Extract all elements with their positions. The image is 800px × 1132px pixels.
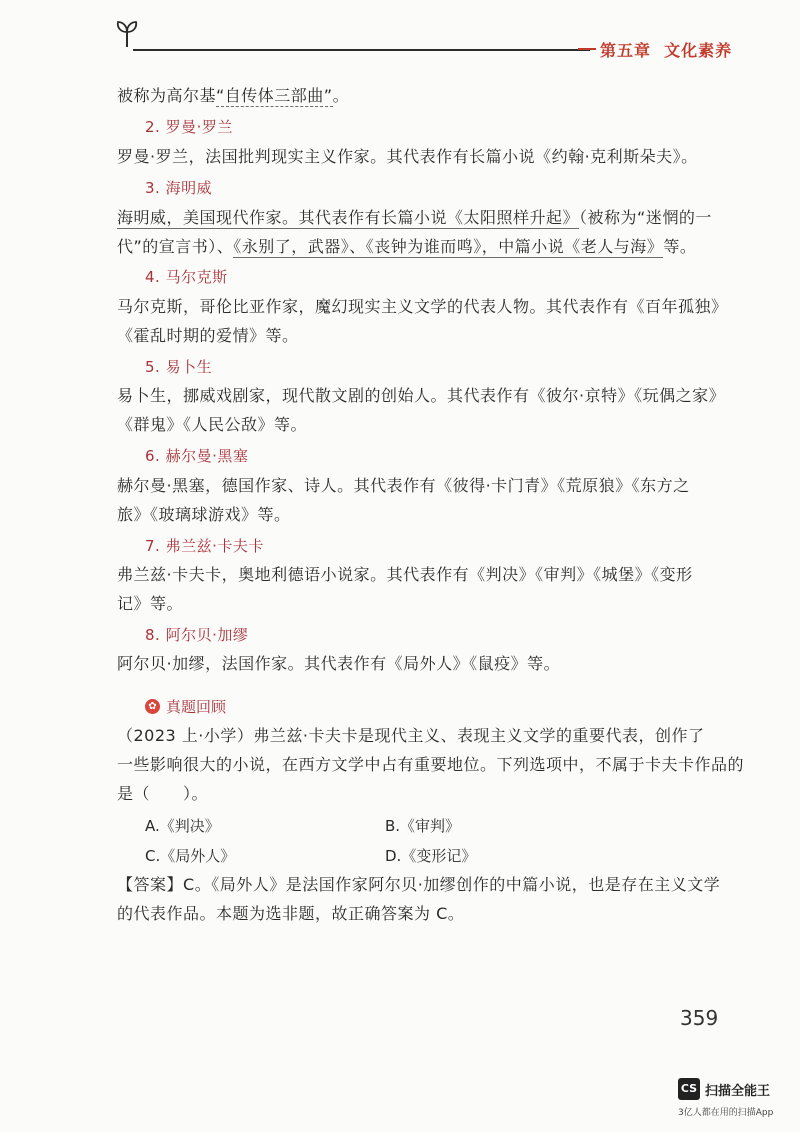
header-rule xyxy=(133,49,590,51)
chapter-header xyxy=(600,38,732,61)
question-line: （2023 上·小学）弗兰兹·卡夫卡是现代主义、表现主义文学的重要代表，创作了 xyxy=(117,726,705,745)
scanner-tagline: 3亿人都在用的扫描App xyxy=(678,1108,774,1118)
section-body: 《霍乱时期的爱情》等。 xyxy=(117,326,299,345)
section-body xyxy=(117,237,696,257)
body-part: （被称为“迷惘的一 xyxy=(579,208,712,227)
option-d: D.《变形记》 xyxy=(385,847,477,865)
flower-icon: ✿ xyxy=(145,699,160,714)
section-heading: 5. 易卜生 xyxy=(145,358,213,376)
intro-prefix: 被称为高尔基 xyxy=(117,86,217,105)
scanner-watermark xyxy=(678,1078,770,1100)
section-body: 《群鬼》《人民公敌》等。 xyxy=(117,415,308,434)
section-body xyxy=(117,208,712,228)
section-heading: 4. 马尔克斯 xyxy=(145,268,228,286)
body-part: 其代表作有长篇小说《太阳照样升起》 xyxy=(298,208,580,227)
question-line: 是（ ）。 xyxy=(117,784,209,803)
intro-quoted: “自传体三部曲” xyxy=(216,86,333,105)
scanner-logo: CS xyxy=(678,1078,700,1100)
section-body: 赫尔曼·黑塞，德国作家、诗人。其代表作有《彼得·卡门青》《荒原狼》《东方之 xyxy=(117,476,690,495)
scanner-name: 扫描全能王 xyxy=(705,1083,771,1099)
question-line: 一些影响很大的小说，在西方文学中占有重要地位。下列选项中，不属于卡夫卡作品的 xyxy=(117,755,745,774)
body-part: 海明威，美国现代作家。 xyxy=(117,208,299,227)
review-heading xyxy=(145,696,226,717)
sprout-icon xyxy=(116,18,138,48)
option-c: C.《局外人》 xyxy=(145,847,236,865)
body-part: 代”的宣言书）、 xyxy=(117,237,234,256)
section-body: 旅》《玻璃球游戏》等。 xyxy=(117,505,291,524)
option-a: A.《判决》 xyxy=(145,817,220,835)
page-number: 359 xyxy=(680,1006,719,1030)
section-body: 记》等。 xyxy=(117,594,184,613)
answer-label: 【答案】 xyxy=(117,875,184,894)
body-part: 《永别了，武器》、《丧钟为谁而鸣》，中篇小说《老人与海》 xyxy=(233,237,664,256)
intro-suffix: 。 xyxy=(332,86,350,105)
intro-line xyxy=(117,86,349,106)
option-b: B.《审判》 xyxy=(385,817,461,835)
section-heading: 7. 弗兰兹·卡夫卡 xyxy=(145,537,264,555)
review-title: 真题回顾 xyxy=(166,698,227,716)
chapter-number: 第五章 xyxy=(600,41,652,60)
section-body: 阿尔贝·加缪，法国作家。其代表作有《局外人》《鼠疫》等。 xyxy=(117,654,561,673)
answer-text: C。《局外人》是法国作家阿尔贝·加缪创作的中篇小说，也是存在主义文学 xyxy=(183,875,721,894)
chapter-title: 文化素养 xyxy=(664,41,733,60)
body-part: 等。 xyxy=(663,237,697,256)
answer-line: 的代表作品。本题为选非题，故正确答案为 C。 xyxy=(117,904,465,923)
section-body: 弗兰兹·卡夫卡，奥地利德语小说家。其代表作有《判决》《审判》《城堡》《变形 xyxy=(117,565,693,584)
section-body: 马尔克斯，哥伦比亚作家，魔幻现实主义文学的代表人物。其代表作有《百年孤独》 xyxy=(117,297,728,316)
answer-line xyxy=(117,875,720,895)
section-heading: 3. 海明威 xyxy=(145,179,213,197)
section-heading: 8. 阿尔贝·加缪 xyxy=(145,626,249,644)
section-heading: 2. 罗曼·罗兰 xyxy=(145,118,233,136)
header-accent-dash xyxy=(578,48,596,50)
section-body: 罗曼·罗兰，法国批判现实主义作家。其代表作有长篇小说《约翰·克利斯朵夫》。 xyxy=(117,147,698,166)
section-body: 易卜生，挪威戏剧家，现代散文剧的创始人。其代表作有《彼尔·京特》《玩偶之家》 xyxy=(117,386,726,405)
section-heading: 6. 赫尔曼·黑塞 xyxy=(145,447,249,465)
